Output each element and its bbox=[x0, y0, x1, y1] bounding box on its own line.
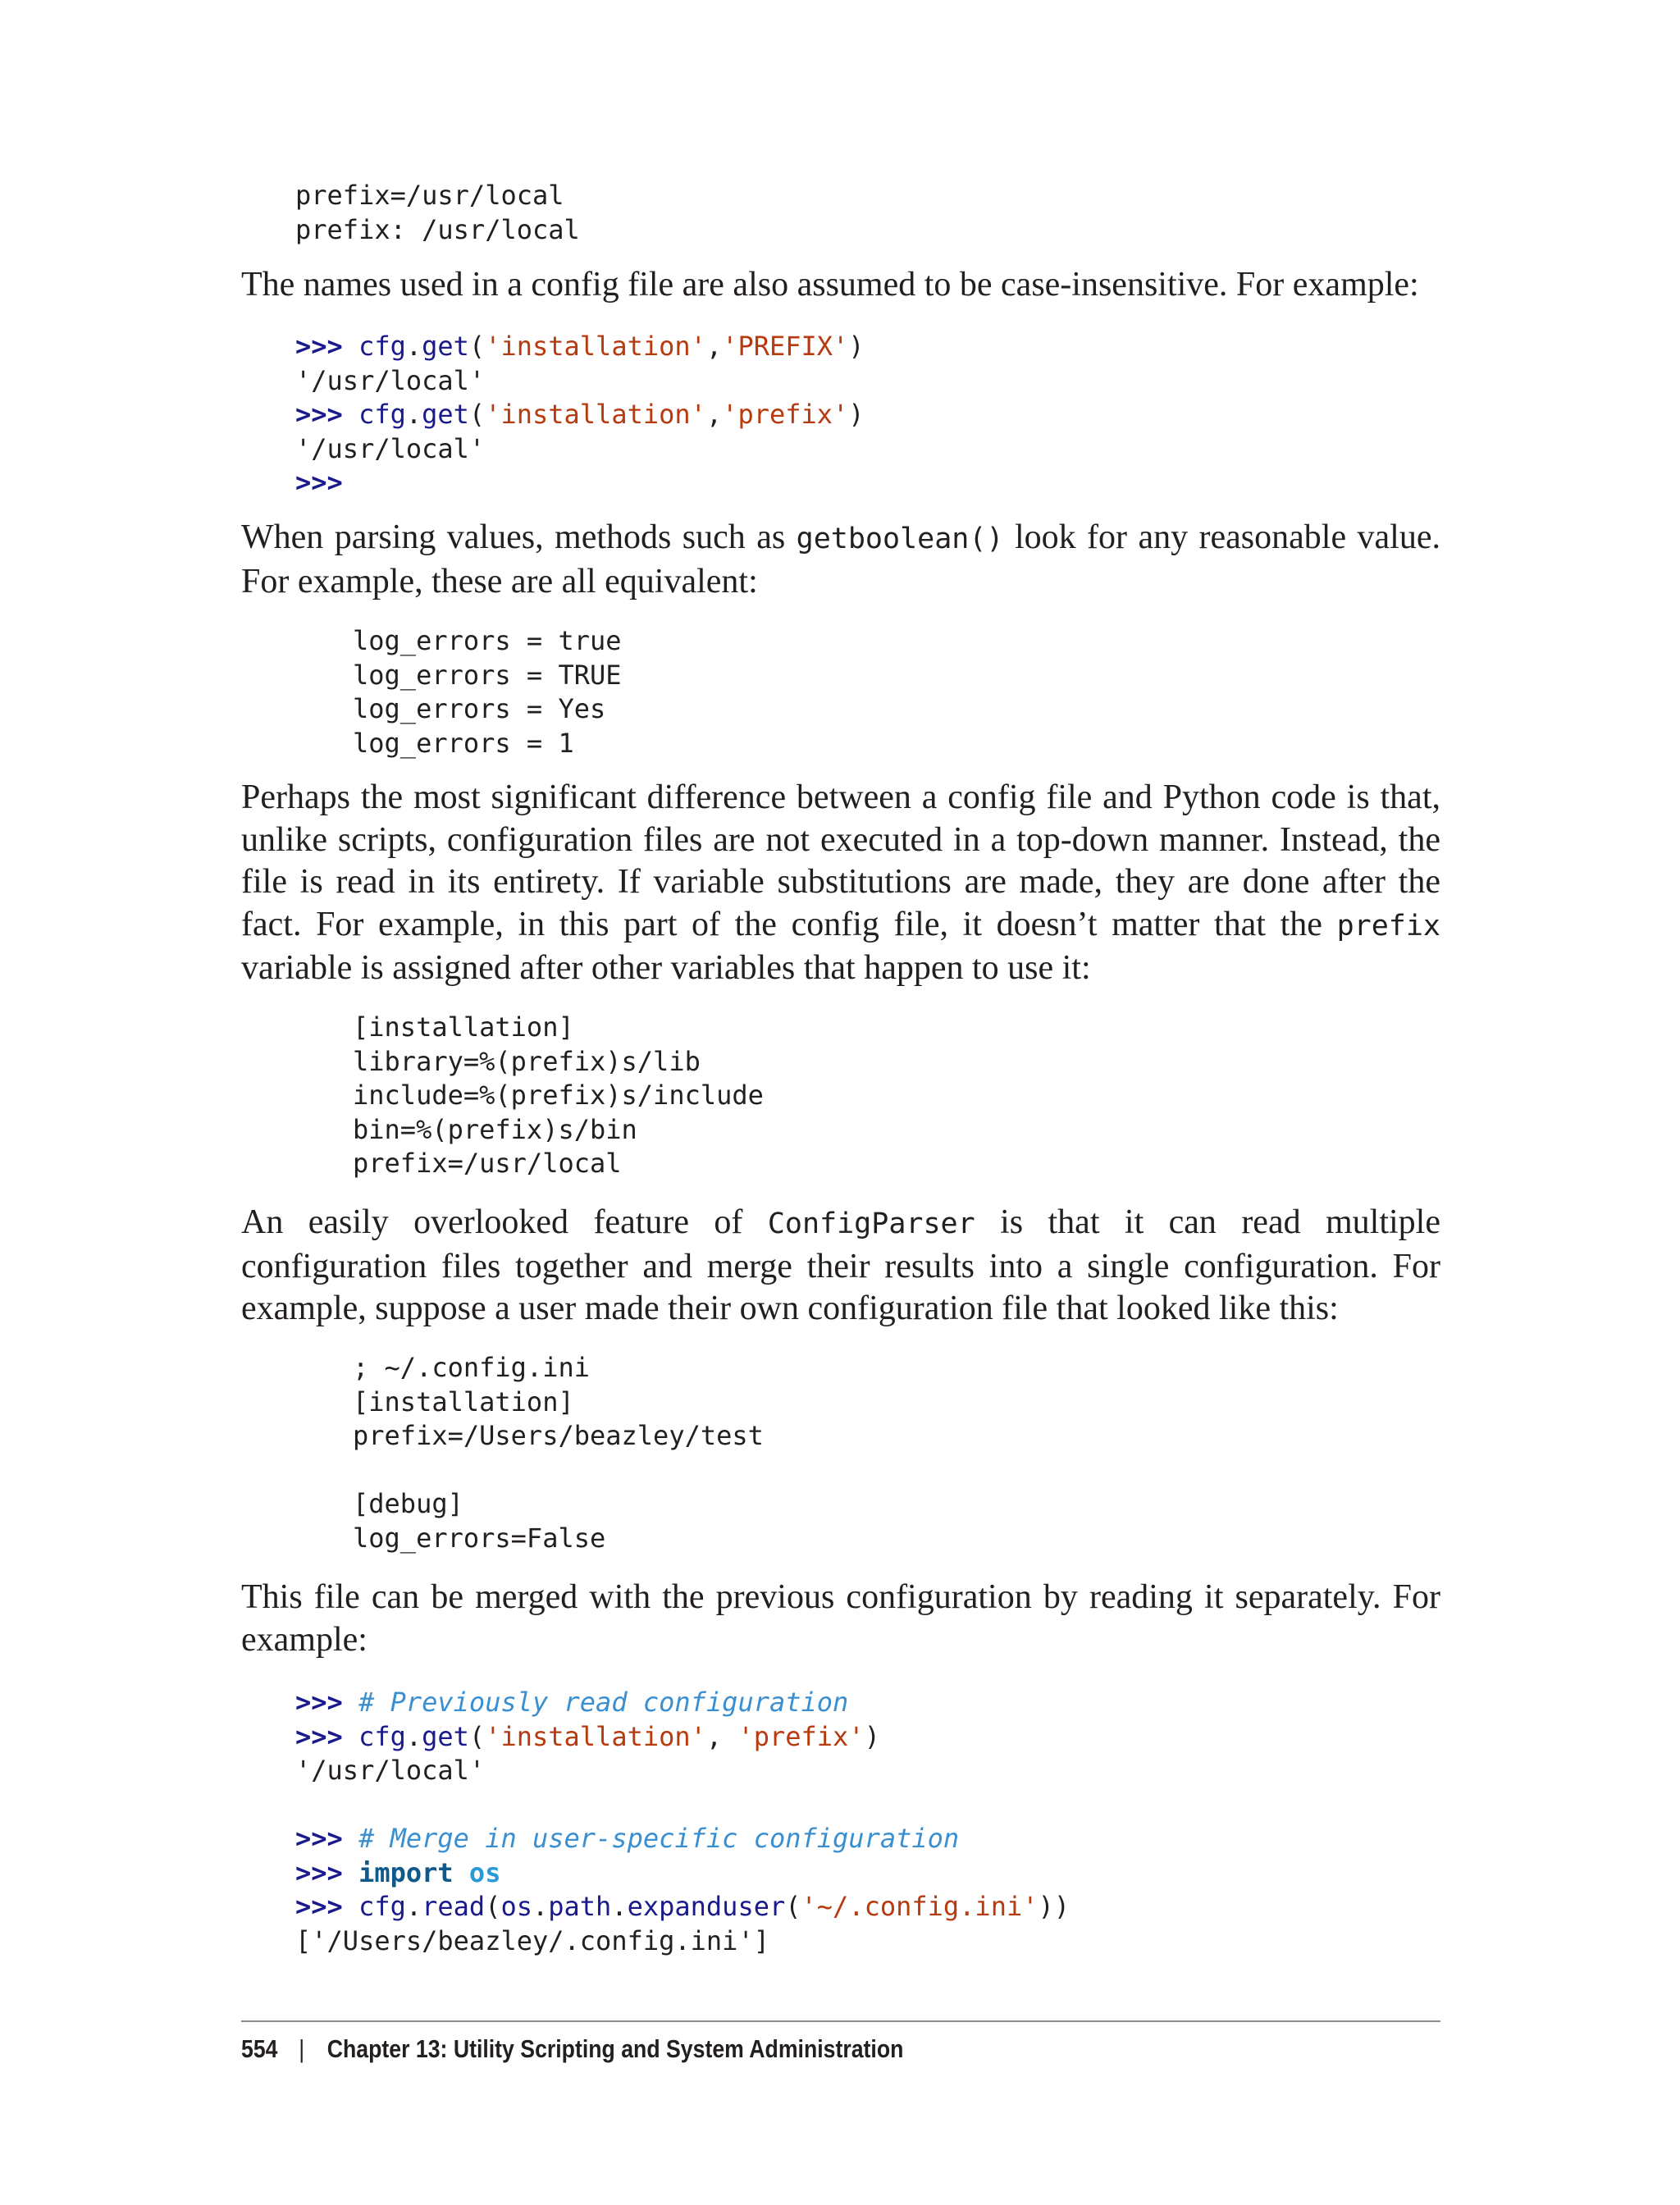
code-token: . bbox=[611, 1891, 628, 1922]
code-line bbox=[295, 398, 865, 432]
code-line: [installation] bbox=[353, 1011, 574, 1043]
code-token: get bbox=[422, 1720, 469, 1752]
code-token: cfg bbox=[358, 331, 406, 362]
code-token: , bbox=[705, 399, 723, 430]
code-token: ( bbox=[485, 1891, 501, 1922]
code-token: expanduser bbox=[627, 1891, 786, 1922]
code-token: ) bbox=[864, 1720, 880, 1752]
code-token: . bbox=[532, 1891, 549, 1922]
code-token: get bbox=[422, 399, 469, 430]
code-line bbox=[295, 1890, 1070, 1924]
code-string: '~/.config.ini' bbox=[801, 1891, 1039, 1922]
paragraph-case-insensitive: The names used in a config file are also assumed to be case-insensitive. For example: bbox=[241, 266, 1419, 304]
text-run: look for any reasonable value. For example, these are all equivalent: bbox=[241, 518, 1440, 600]
inline-code: prefix bbox=[1336, 909, 1440, 943]
code-line: prefix=/Users/beazley/test bbox=[353, 1420, 764, 1451]
text-run: An easily overlooked feature of bbox=[241, 1203, 768, 1241]
code-line: bin=%(prefix)s/bin bbox=[353, 1113, 637, 1145]
code-line: [debug] bbox=[353, 1488, 463, 1519]
code-line bbox=[295, 1856, 1070, 1891]
blank-line bbox=[295, 1788, 1070, 1823]
prompt: >>> bbox=[295, 1720, 343, 1752]
code-token: . bbox=[405, 399, 422, 430]
code-block-installation bbox=[353, 1011, 764, 1181]
page-footer bbox=[241, 2029, 903, 2070]
code-line bbox=[295, 330, 865, 364]
prompt: >>> bbox=[295, 1687, 343, 1718]
code-comment: # Previously read configuration bbox=[358, 1687, 849, 1718]
code-string: 'prefix' bbox=[737, 1720, 865, 1752]
code-token: , bbox=[705, 331, 723, 362]
code-token: ( bbox=[785, 1891, 801, 1922]
code-line: prefix=/usr/local bbox=[353, 1148, 622, 1179]
code-comment: # Merge in user-specific configuration bbox=[358, 1823, 960, 1854]
prompt: >>> bbox=[295, 399, 343, 430]
code-token: , bbox=[705, 1720, 738, 1752]
code-token: os bbox=[500, 1891, 532, 1922]
code-block-merge-example bbox=[295, 1686, 1070, 1958]
code-block-prefix-output bbox=[295, 179, 580, 247]
code-line bbox=[295, 1822, 1070, 1856]
code-line bbox=[353, 1454, 764, 1488]
text-run: Perhaps the most significant difference between a config file and Python code is that, unlike scripts, configuration files are not executed in a top-down manner. Instead, the file is read in its entirety. If variable substitutions are made, they are done after the fact. For example, in this part of the config file, it doesn’t matter that the bbox=[241, 778, 1440, 943]
code-line: log_errors = 1 bbox=[353, 727, 574, 759]
code-line: log_errors = Yes bbox=[353, 693, 606, 724]
code-line: [installation] bbox=[353, 1386, 574, 1418]
inline-code: getboolean() bbox=[796, 523, 1004, 555]
code-line: prefix: /usr/local bbox=[295, 213, 580, 245]
code-token: get bbox=[422, 331, 469, 362]
paragraph-configparser bbox=[241, 1202, 1440, 1331]
text-run: When parsing values, methods such as bbox=[241, 518, 797, 556]
code-token: ) bbox=[848, 399, 865, 430]
code-token: )) bbox=[1038, 1891, 1071, 1922]
prompt: >>> bbox=[295, 467, 343, 498]
code-token: ( bbox=[468, 331, 486, 362]
code-token: cfg bbox=[358, 1720, 406, 1752]
code-token: ) bbox=[848, 331, 865, 362]
code-string: 'installation' bbox=[485, 1720, 706, 1752]
code-line bbox=[295, 1686, 1070, 1720]
prompt: >>> bbox=[295, 1891, 343, 1922]
code-block-log-errors bbox=[353, 624, 622, 760]
code-string: 'PREFIX' bbox=[722, 331, 849, 362]
code-line: log_errors = true bbox=[353, 625, 622, 656]
code-string: 'installation' bbox=[485, 331, 706, 362]
code-token: ( bbox=[468, 399, 486, 430]
code-line: '/usr/local' bbox=[295, 1755, 486, 1786]
code-line: '/usr/local' bbox=[295, 432, 486, 464]
page-number: 554 bbox=[241, 2034, 278, 2063]
code-string: 'prefix' bbox=[722, 399, 849, 430]
paragraph-merge: This file can be merged with the previous configuration by reading it separately. For example: bbox=[241, 1578, 1440, 1659]
code-line: '/usr/local' bbox=[295, 364, 486, 396]
code-token: . bbox=[405, 331, 422, 362]
code-line bbox=[295, 1720, 1070, 1755]
paragraph-substitutions bbox=[241, 777, 1440, 990]
code-token: . bbox=[405, 1720, 422, 1752]
code-line: include=%(prefix)s/include bbox=[353, 1080, 764, 1111]
footer-separator: | bbox=[299, 2034, 305, 2063]
prompt: >>> bbox=[295, 1856, 343, 1888]
inline-code: ConfigParser bbox=[767, 1208, 975, 1240]
code-token: . bbox=[405, 1891, 422, 1922]
code-token: ( bbox=[468, 1720, 486, 1752]
paragraph-getboolean bbox=[241, 517, 1440, 603]
code-line: ; ~/.config.ini bbox=[353, 1352, 590, 1383]
prompt: >>> bbox=[295, 1823, 343, 1854]
prompt: >>> bbox=[295, 331, 343, 362]
code-module: os bbox=[468, 1856, 501, 1888]
code-keyword: import bbox=[358, 1856, 454, 1888]
code-line: log_errors=False bbox=[353, 1522, 606, 1554]
code-string: 'installation' bbox=[485, 399, 706, 430]
code-token: cfg bbox=[358, 399, 406, 430]
code-line: log_errors = TRUE bbox=[353, 659, 622, 691]
code-block-cfg-get bbox=[295, 330, 865, 500]
chapter-title: Chapter 13: Utility Scripting and System Administration bbox=[326, 2034, 904, 2063]
code-line: library=%(prefix)s/lib bbox=[353, 1045, 701, 1077]
code-token: path bbox=[548, 1891, 612, 1922]
text-run: is that it can read multiple configuration files together and merge their results into a single configuration. For example, suppose a user made their own configuration file that looked like this: bbox=[241, 1203, 1440, 1327]
code-token: cfg bbox=[358, 1891, 406, 1922]
code-line: prefix=/usr/local bbox=[295, 180, 564, 211]
footer-rule bbox=[241, 2020, 1440, 2022]
code-block-user-config bbox=[353, 1351, 764, 1555]
text-run: variable is assigned after other variables that happen to use it: bbox=[241, 949, 1091, 987]
code-line: ['/Users/beazley/.config.ini'] bbox=[295, 1924, 769, 1956]
code-token: read bbox=[422, 1891, 486, 1922]
